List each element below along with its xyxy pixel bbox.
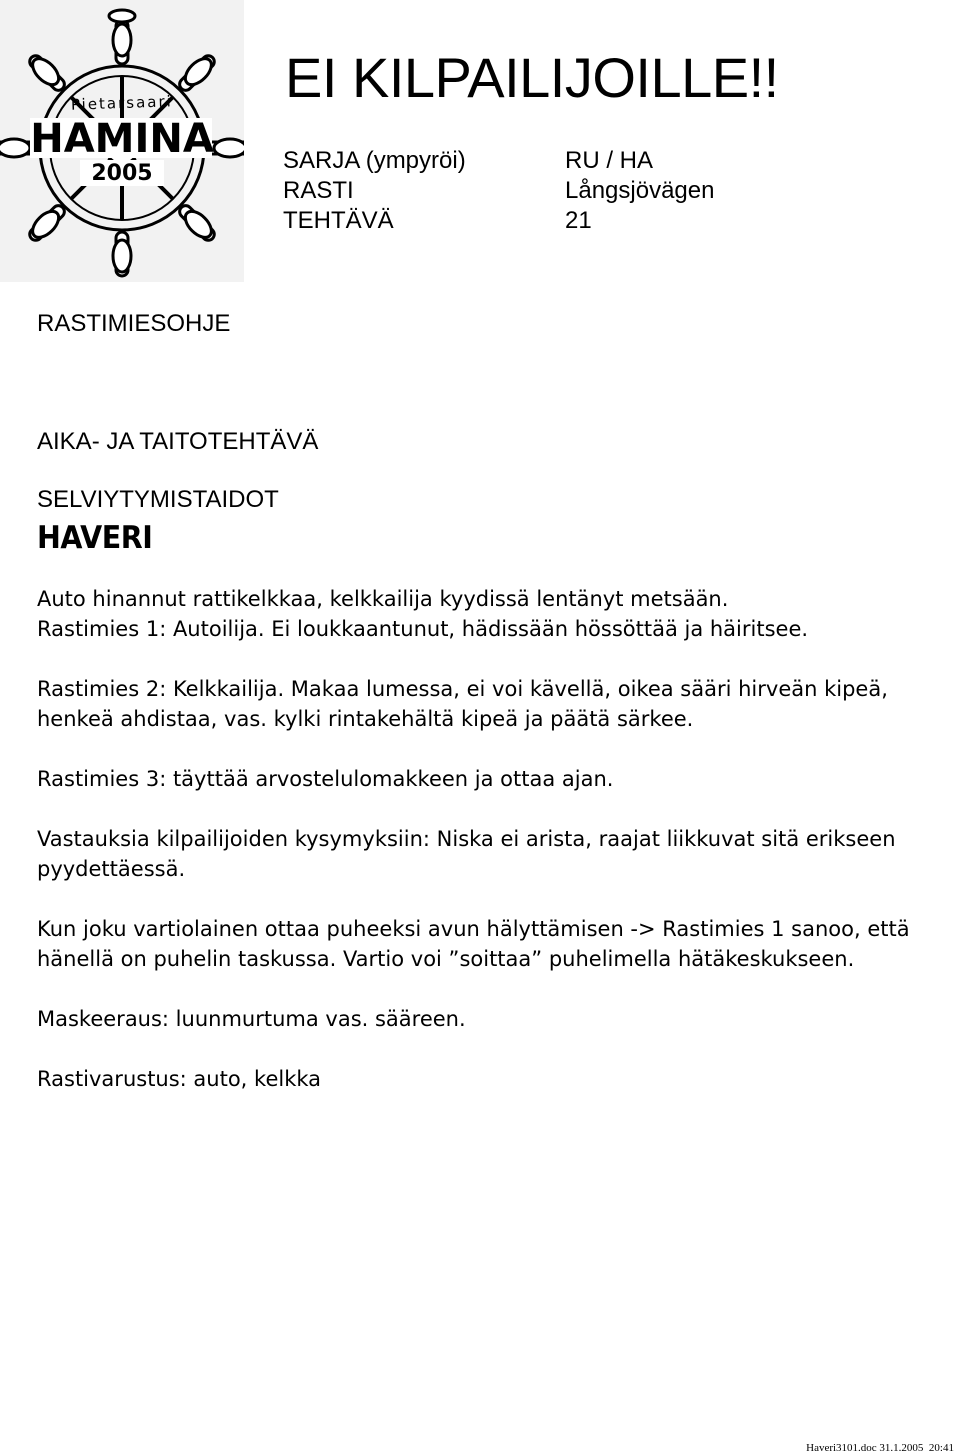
info-value: Långsjövägen (565, 177, 715, 204)
info-row-rasti (283, 176, 714, 206)
page-title: EI KILPAILIJOILLE!! (285, 46, 779, 109)
paragraph-makeup: Maskeeraus: luunmurtuma vas. sääreen. (37, 1007, 466, 1031)
logo-name: HAMINA (30, 116, 214, 162)
logo-year: 2005 (91, 161, 153, 186)
info-value: RU / HA (565, 147, 654, 174)
info-label: SARJA (ympyröi) (283, 147, 466, 174)
instructions-body (37, 584, 949, 1094)
section-category: SELVIYTYMISTAIDOT (37, 486, 279, 513)
paragraph-scenario: Auto hinannut rattikelkkaa, kelkkailija kyydissä lentänyt metsään. (37, 587, 729, 611)
paragraph-answers: Vastauksia kilpailijoiden kysymyksiin: Niska ei arista, raajat liikkuvat sitä erikseen pyydettäessä. (37, 827, 896, 881)
info-label: TEHTÄVÄ (283, 207, 394, 234)
paragraph-rastimies-2: Rastimies 2: Kelkkailija. Makaa lumessa, ei voi kävellä, oikea sääri hirveän kipeä, henkeä ahdistaa, vas. kylki rintakehältä kipeä ja päätä särkee. (37, 677, 888, 731)
info-label: RASTI (283, 177, 354, 204)
paragraph-rastimies-3: Rastimies 3: täyttää arvostelulomakkeen ja ottaa ajan. (37, 767, 614, 791)
info-row-sarja (283, 146, 714, 176)
section-heading-haveri: HAVERI (37, 520, 153, 556)
info-block (283, 146, 714, 236)
hamina-2005-logo (0, 0, 244, 282)
section-task-type: AIKA- JA TAITOTEHTÄVÄ (37, 428, 319, 455)
paragraph-rastimies-1: Rastimies 1: Autoilija. Ei loukkaantunut, hädissään hössöttää ja häiritsee. (37, 617, 809, 641)
paragraph-alarm: Kun joku vartiolainen ottaa puheeksi avun hälyttämisen -> Rastimies 1 sanoo, että hänellä on puhelin taskussa. Vartio voi ”soittaa” puhelimella hätäkeskukseen. (37, 917, 910, 971)
info-row-tehtava (283, 206, 714, 236)
paragraph-equipment: Rastivarustus: auto, kelkka (37, 1067, 322, 1091)
logo-arc-text: Pietarsaari (70, 92, 174, 114)
section-rastimiesohje: RASTIMIESOHJE (37, 310, 231, 337)
footer-filename: Haveri3101.doc 31.1.2005 20:41 (806, 1442, 954, 1454)
info-value: 21 (565, 207, 592, 234)
